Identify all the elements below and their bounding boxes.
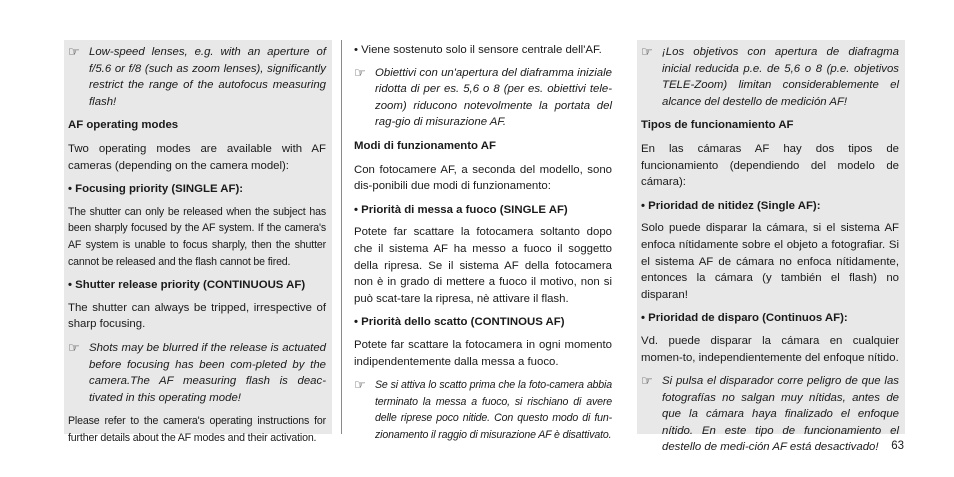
pointing-hand-icon: ☞ (641, 373, 653, 389)
shutter-priority-heading: • Shutter release priority (CONTINUOUS AF) (68, 279, 306, 292)
pointing-hand-icon: ☞ (354, 377, 366, 393)
section-heading: AF operating modes (68, 119, 179, 132)
note-text: Shots may be blurred if the release is actuated before focusing has been com-pleted by the camera.The AF measuring flash is deac-tivated in this operating mode! (89, 341, 326, 404)
intro-paragraph: Two operating modes are available with AF cameras (depending on the camera model): (68, 142, 326, 172)
pointing-hand-icon: ☞ (68, 339, 80, 355)
pointing-hand-icon: ☞ (641, 44, 653, 59)
shutter-priority-text: Potete far scattare la fotocamera in ogni momento indipendentemente dalla messa a fuoco. (354, 338, 612, 368)
pointing-hand-icon: ☞ (68, 44, 80, 59)
focus-priority-heading: • Prioridad de nitidez (Single AF): (641, 199, 821, 212)
shutter-priority-text: The shutter can always be tripped, irrespective of sharp focusing. (68, 301, 326, 331)
column-divider (341, 40, 342, 434)
note-text: Low-speed lenses, e.g. with an aperture of f/5.6 or f/8 (such as zoom lenses), significantly restrict the range of the autofocus measuring flash! (89, 46, 326, 108)
note-lowspeed-lenses (354, 65, 612, 131)
note-blurred-shots (354, 377, 612, 443)
pointing-hand-icon: ☞ (354, 64, 366, 80)
shutter-priority-heading: • Prioridad de disparo (Continuos AF): (641, 312, 848, 325)
section-heading: Tipos de funcionamiento AF (641, 119, 794, 132)
note-text: Si pulsa el disparador corre peligro de que las fotografías no salgan muy nítidas, antes de que la cámara haya finalizado el enfoque nítido. En este tipo de funcionamiento el destello de medi-ción AF está desactivado! (662, 375, 899, 454)
note-blurred-shots (68, 340, 326, 406)
column-italian (350, 40, 616, 450)
page-number: 63 (891, 440, 904, 452)
column-english (64, 40, 332, 444)
focus-priority-heading: • Focusing priority (SINGLE AF): (68, 183, 244, 196)
note-text: Obiettivi con un'apertura del diaframma iniziale ridotta di per es. 5,6 o 8 (per es. obiettivi tele-zoom) riducono notevolmente la portata del rag-gio di misurazione AF. (375, 66, 612, 129)
shutter-priority-text: Vd. puede disparar la cámara en cualquier momen-to, independientemente del enfoque nítido. (641, 334, 899, 364)
intro-paragraph: Con fotocamere AF, a seconda del modello, sono dis-ponibili due modi di funzionamento: (354, 163, 612, 193)
focus-priority-heading: • Priorità di messa a fuoco (SINGLE AF) (354, 203, 568, 216)
focus-priority-text: The shutter can only be released when the subject has been sharply focused by the AF system. If the camera's AF system is unable to focus sharply, then the shutter cannot be released and the flash cannot be fired. (68, 205, 326, 268)
section-heading: Modi di funzionamento AF (354, 139, 496, 152)
central-sensor-bullet: • Viene sostenuto solo il sensore centrale dell'AF. (354, 44, 602, 56)
closing-paragraph: Please refer to the camera's operating instructions for further details about the AF modes and their activation. (68, 415, 326, 444)
shutter-priority-heading: • Priorità dello scatto (CONTINOUS AF) (354, 316, 565, 329)
note-lowspeed-lenses (68, 44, 326, 110)
intro-paragraph: En las cámaras AF hay dos tipos de funcionamiento (dependiendo del modelo de cámara): (641, 142, 899, 189)
focus-priority-text: Solo puede disparar la cámara, si el sistema AF enfoca nítidamente sobre el objeto a fotografiar. Si el sistema AF de cámara no enfoca nítidamente, entonces la cámara (y también el flash) no disparan! (641, 222, 899, 301)
note-text: ¡Los objetivos con apertura de diafragma inicial reducida p.e. de 5,6 o 8 (p.e. objetivos TELE-Zoom) limitan considerablemente el alcance del destello de medición AF! (662, 46, 899, 108)
focus-priority-text: Potete far scattare la fotocamera soltanto dopo che il sistema AF ha messo a fuoco il soggetto della ripresa. Se il sistema AF della fotocamera non è in grado di mettere a fuoco il motivo, non si può scat-tare la ripresa, nè attivare il flash. (354, 226, 612, 305)
note-text: Se si attiva lo scatto prima che la foto-camera abbia terminato la messa a fuoco, si rischiano di avere delle riprese poco nitide. Con questo modo di fun-zionamento il raggio di misurazione AF è disattivato. (375, 379, 612, 441)
note-blurred-shots (641, 373, 899, 456)
note-lowspeed-lenses (641, 44, 899, 110)
